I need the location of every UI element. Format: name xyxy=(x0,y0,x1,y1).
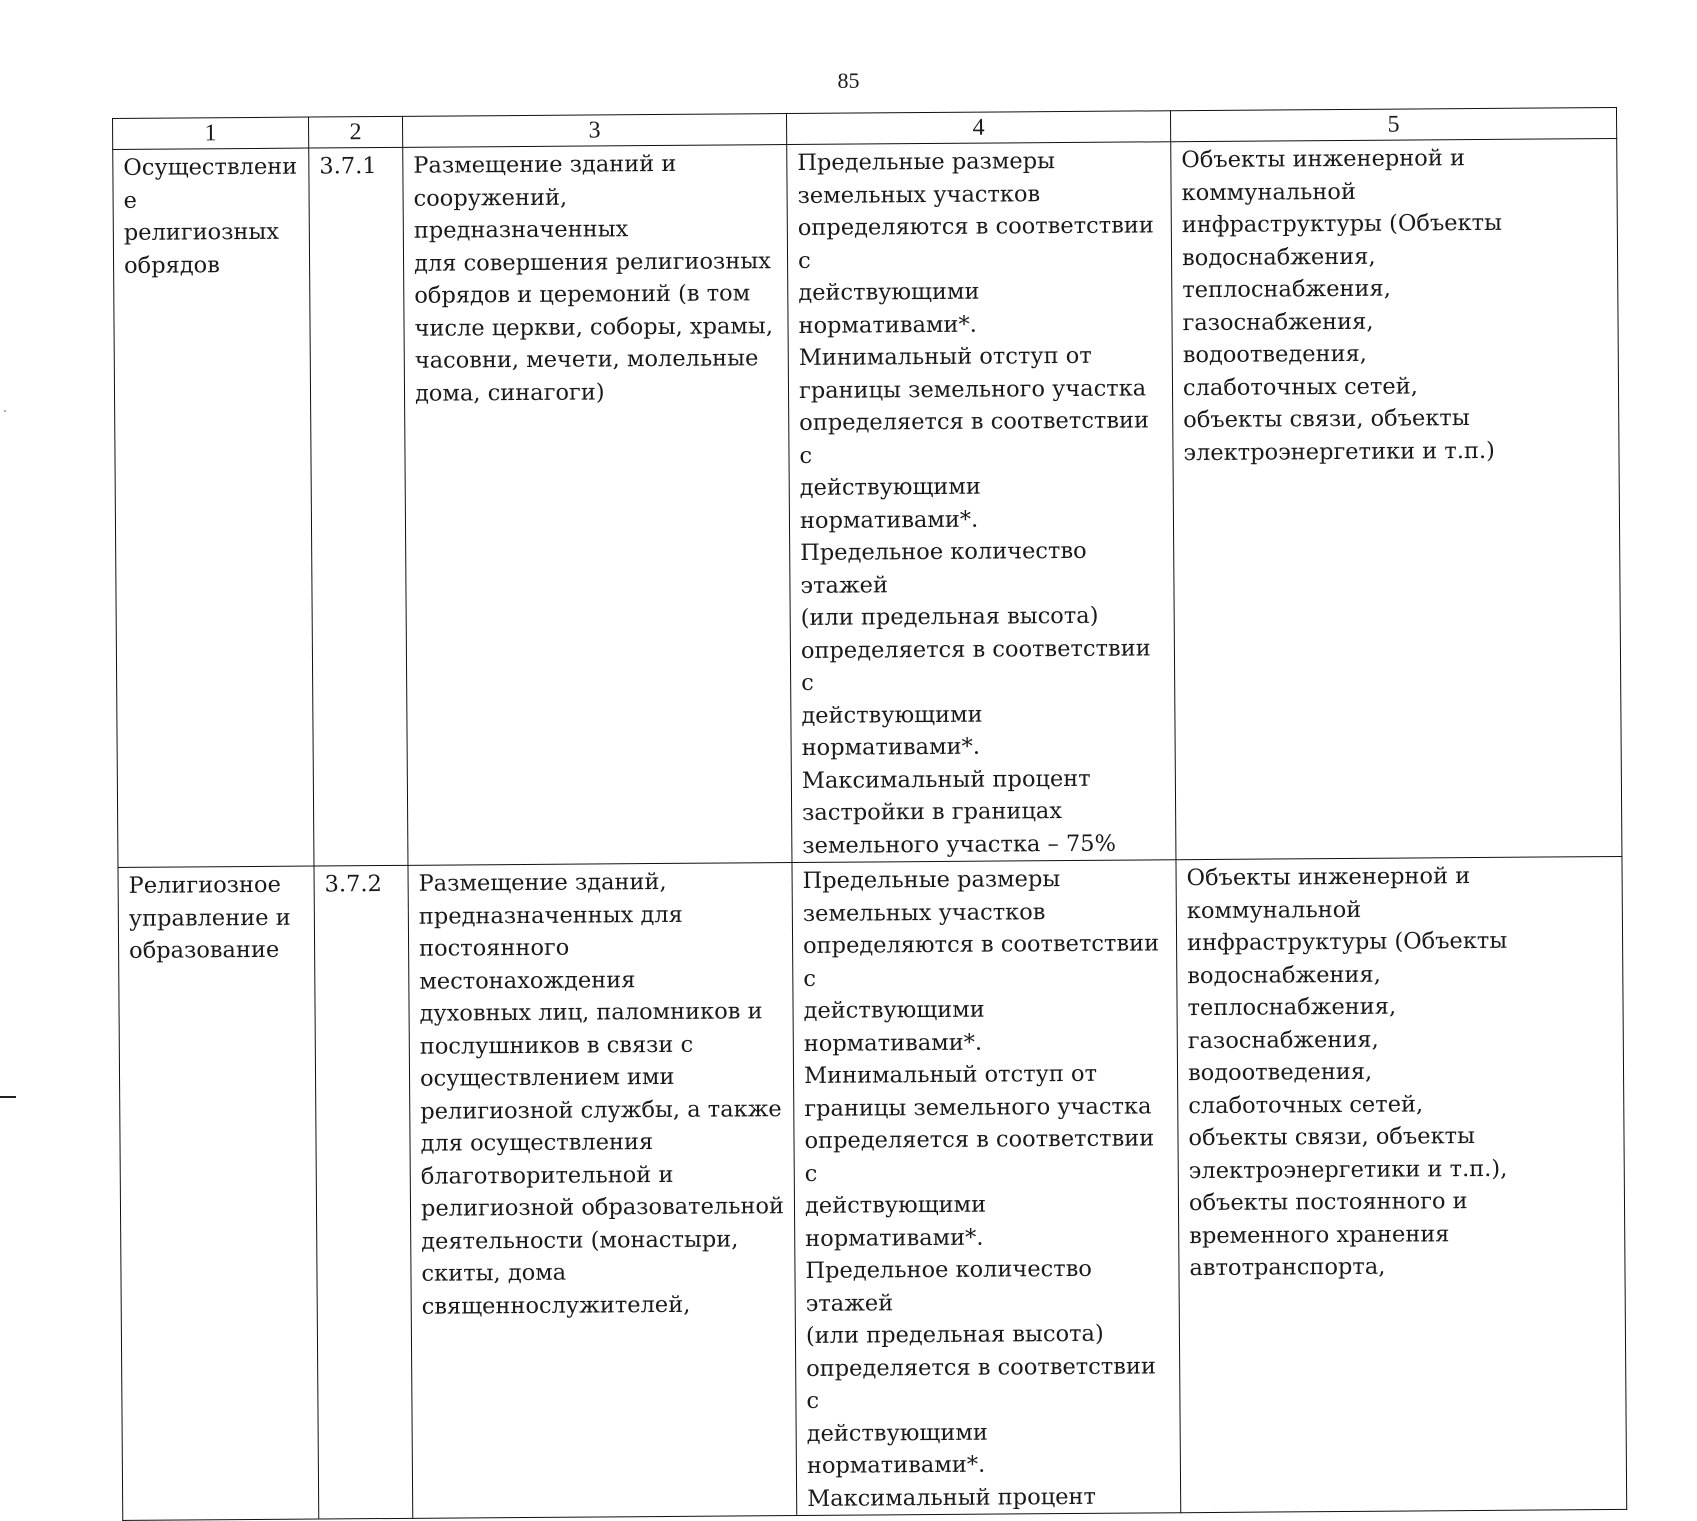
use-name: Религиозное управление и образование xyxy=(128,871,291,964)
column-header-5: 5 xyxy=(1170,107,1616,141)
use-code: 3.7.1 xyxy=(319,153,377,180)
use-description-cell xyxy=(408,863,797,1519)
scan-speck xyxy=(4,410,6,412)
use-name: Осуществлени е религиозных обрядов xyxy=(123,153,298,279)
use-auxiliary-cell xyxy=(1176,856,1627,1512)
column-header-3: 3 xyxy=(402,114,786,148)
use-description: Размещение зданий, предназначенных для постоянного местонахождения духовных лиц, паломников и послушников в связи с осуществлением ими религиозной службы, а также для осуществления благотворительной и религиозной образовательной деятельности (монастыри, скиты, дома священнослужителей, xyxy=(418,868,785,1320)
scan-edge-mark xyxy=(0,1096,16,1098)
use-name-cell xyxy=(113,148,314,867)
use-parameters-cell xyxy=(787,142,1176,863)
use-description: Размещение зданий и сооружений, предназначенных для совершения религиозных обрядов и церемоний (в том числе церкви, соборы, храмы, часовни, мечети, молельные дома, синагоги) xyxy=(413,150,774,407)
use-description-cell xyxy=(403,145,792,866)
use-auxiliary: Объекты инженерной и коммунальной инфраструктуры (Объекты водоснабжения, теплоснабжения, газоснабжения, водоотведения, слаботочных сетей, объекты связи, объекты электроэнергетики и т.п.) xyxy=(1181,145,1503,466)
table-row xyxy=(113,138,1622,867)
use-parameters-cell xyxy=(792,860,1181,1516)
column-header-4: 4 xyxy=(786,111,1170,145)
table-row xyxy=(118,856,1627,1520)
column-header-1: 1 xyxy=(113,117,309,149)
use-parameters: Предельные размеры земельных участков определяются в соответствии с действующими нормативами*. Минимальный отступ от границы земельного участка определяется в соответствии с действующими нормативами*. Предельное количество этажей (или предельная высота) определяется в соответствии с действующими нормативами*. Максимальный процент застройки в границах земельного участка – 75% xyxy=(797,148,1154,859)
document-sheet xyxy=(112,107,1626,1521)
use-name-cell xyxy=(118,866,319,1520)
use-code: 3.7.2 xyxy=(324,871,382,898)
column-header-2: 2 xyxy=(308,116,402,148)
land-use-table xyxy=(112,107,1627,1521)
use-auxiliary: Объекты инженерной и коммунальной инфраструктуры (Объекты водоснабжения, теплоснабжения, газоснабжения, водоотведения, слаботочных сетей, объекты связи, объекты электроэнергетики и т.п.), объекты постоянного и временного хранения автотранспорта, xyxy=(1186,863,1508,1282)
use-auxiliary-cell xyxy=(1171,138,1622,859)
use-code-cell xyxy=(309,147,408,866)
use-code-cell xyxy=(314,865,413,1519)
page-number: 85 xyxy=(837,68,860,93)
use-parameters: Предельные размеры земельных участков определяются в соответствии с действующими нормативами*. Минимальный отступ от границы земельного участка определяется в соответствии с действующими нормативами*. Предельное количество этажей (или предельная высота) определяется в соответствии с действующими нормативами*. Максимальный процент xyxy=(802,866,1160,1512)
